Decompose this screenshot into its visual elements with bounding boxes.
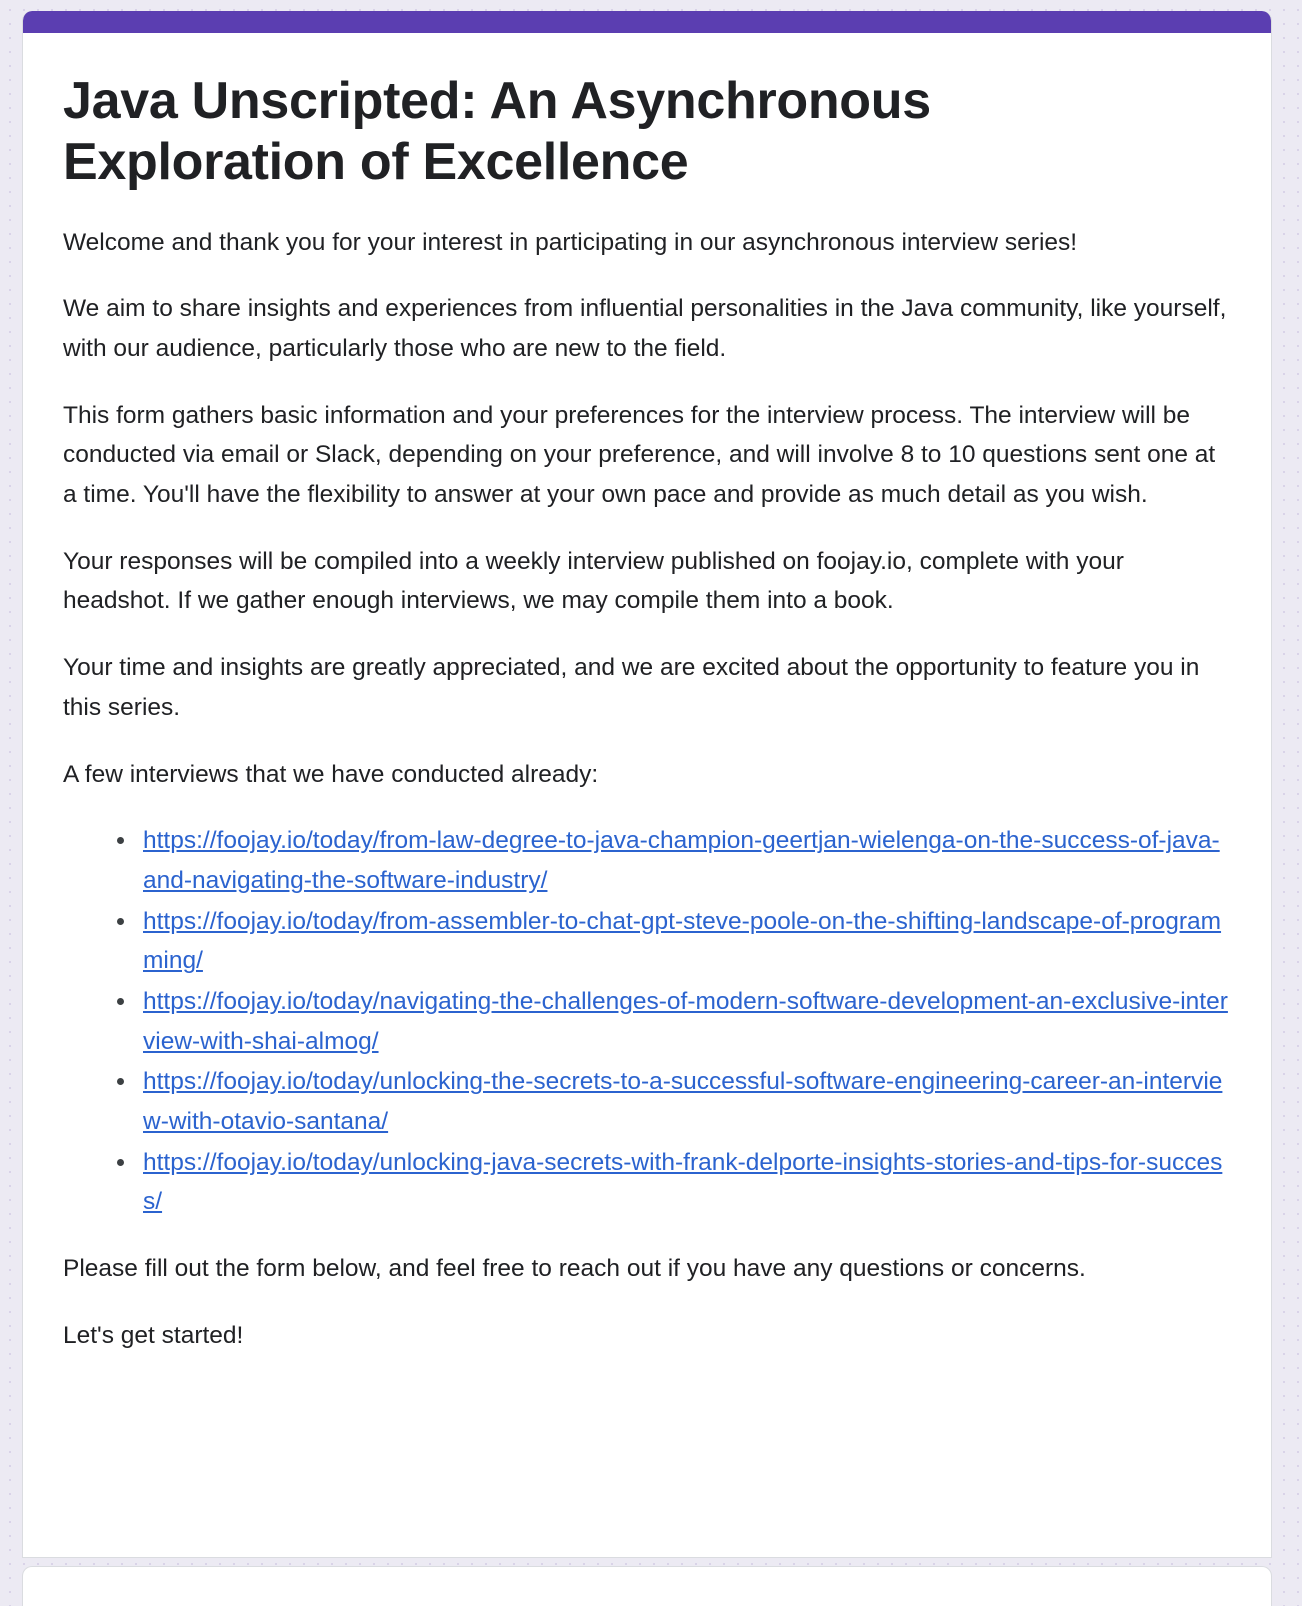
interview-link-list xyxy=(63,821,1231,1222)
description-paragraph-2: We aim to share insights and experiences from influential personalities in the Java community, like yourself, with our audience, particularly those who are new to the field. xyxy=(63,295,1227,363)
interview-link-1[interactable]: https://foojay.io/today/from-law-degree-to-java-champion-geertjan-wielenga-on-the-success-of-java-and-navigating-the-software-industry/ xyxy=(143,827,1220,894)
list-item xyxy=(143,902,1231,981)
form-theme-stripe xyxy=(23,11,1271,33)
interview-link-2[interactable]: https://foojay.io/today/from-assembler-to-chat-gpt-steve-poole-on-the-shifting-landscape-of-programming/ xyxy=(143,907,1222,975)
list-item xyxy=(143,1062,1231,1141)
form-header-card xyxy=(22,11,1272,1558)
interview-link-4[interactable]: https://foojay.io/today/unlocking-the-secrets-to-a-successful-software-engineering-career-an-interview-with-otavio-santana/ xyxy=(143,1068,1223,1136)
form-title[interactable]: Java Unscripted: An Asynchronous Exploration of Excellence xyxy=(63,72,931,191)
list-item xyxy=(143,1143,1231,1222)
closing-paragraph-1: Please fill out the form below, and feel free to reach out if you have any questions or concerns. xyxy=(63,1255,1086,1283)
list-item xyxy=(143,821,1231,900)
description-paragraph-1: Welcome and thank you for your interest in participating in our asynchronous interview series! xyxy=(63,228,1078,256)
description-paragraph-4: Your responses will be compiled into a weekly interview published on foojay.io, complete with your headshot. If we gather enough interviews, we may compile them into a book. xyxy=(63,547,1124,615)
list-item xyxy=(143,982,1231,1061)
interview-link-5[interactable]: https://foojay.io/today/unlocking-java-secrets-with-frank-delporte-insights-stories-and-tips-for-success/ xyxy=(143,1148,1223,1216)
interview-list-intro: A few interviews that we have conducted already: xyxy=(63,760,599,788)
interview-link-3[interactable]: https://foojay.io/today/navigating-the-challenges-of-modern-software-development-an-exclusive-interview-with-shai-almog/ xyxy=(143,987,1228,1055)
form-description xyxy=(63,223,1231,1356)
form-card-body xyxy=(23,33,1271,1379)
next-form-section-card xyxy=(22,1566,1272,1606)
description-paragraph-3: This form gathers basic information and your preferences for the interview process. The interview will be conducted via email or Slack, depending on your preference, and will involve 8 to 10 questions sent one at a time. You'll have the flexibility to answer at your own pace and provide as much detail as you wish. xyxy=(63,401,1216,509)
closing-paragraph-2: Let's get started! xyxy=(63,1321,244,1349)
description-paragraph-5: Your time and insights are greatly appreciated, and we are excited about the opportunity to feature you in this series. xyxy=(63,654,1200,721)
